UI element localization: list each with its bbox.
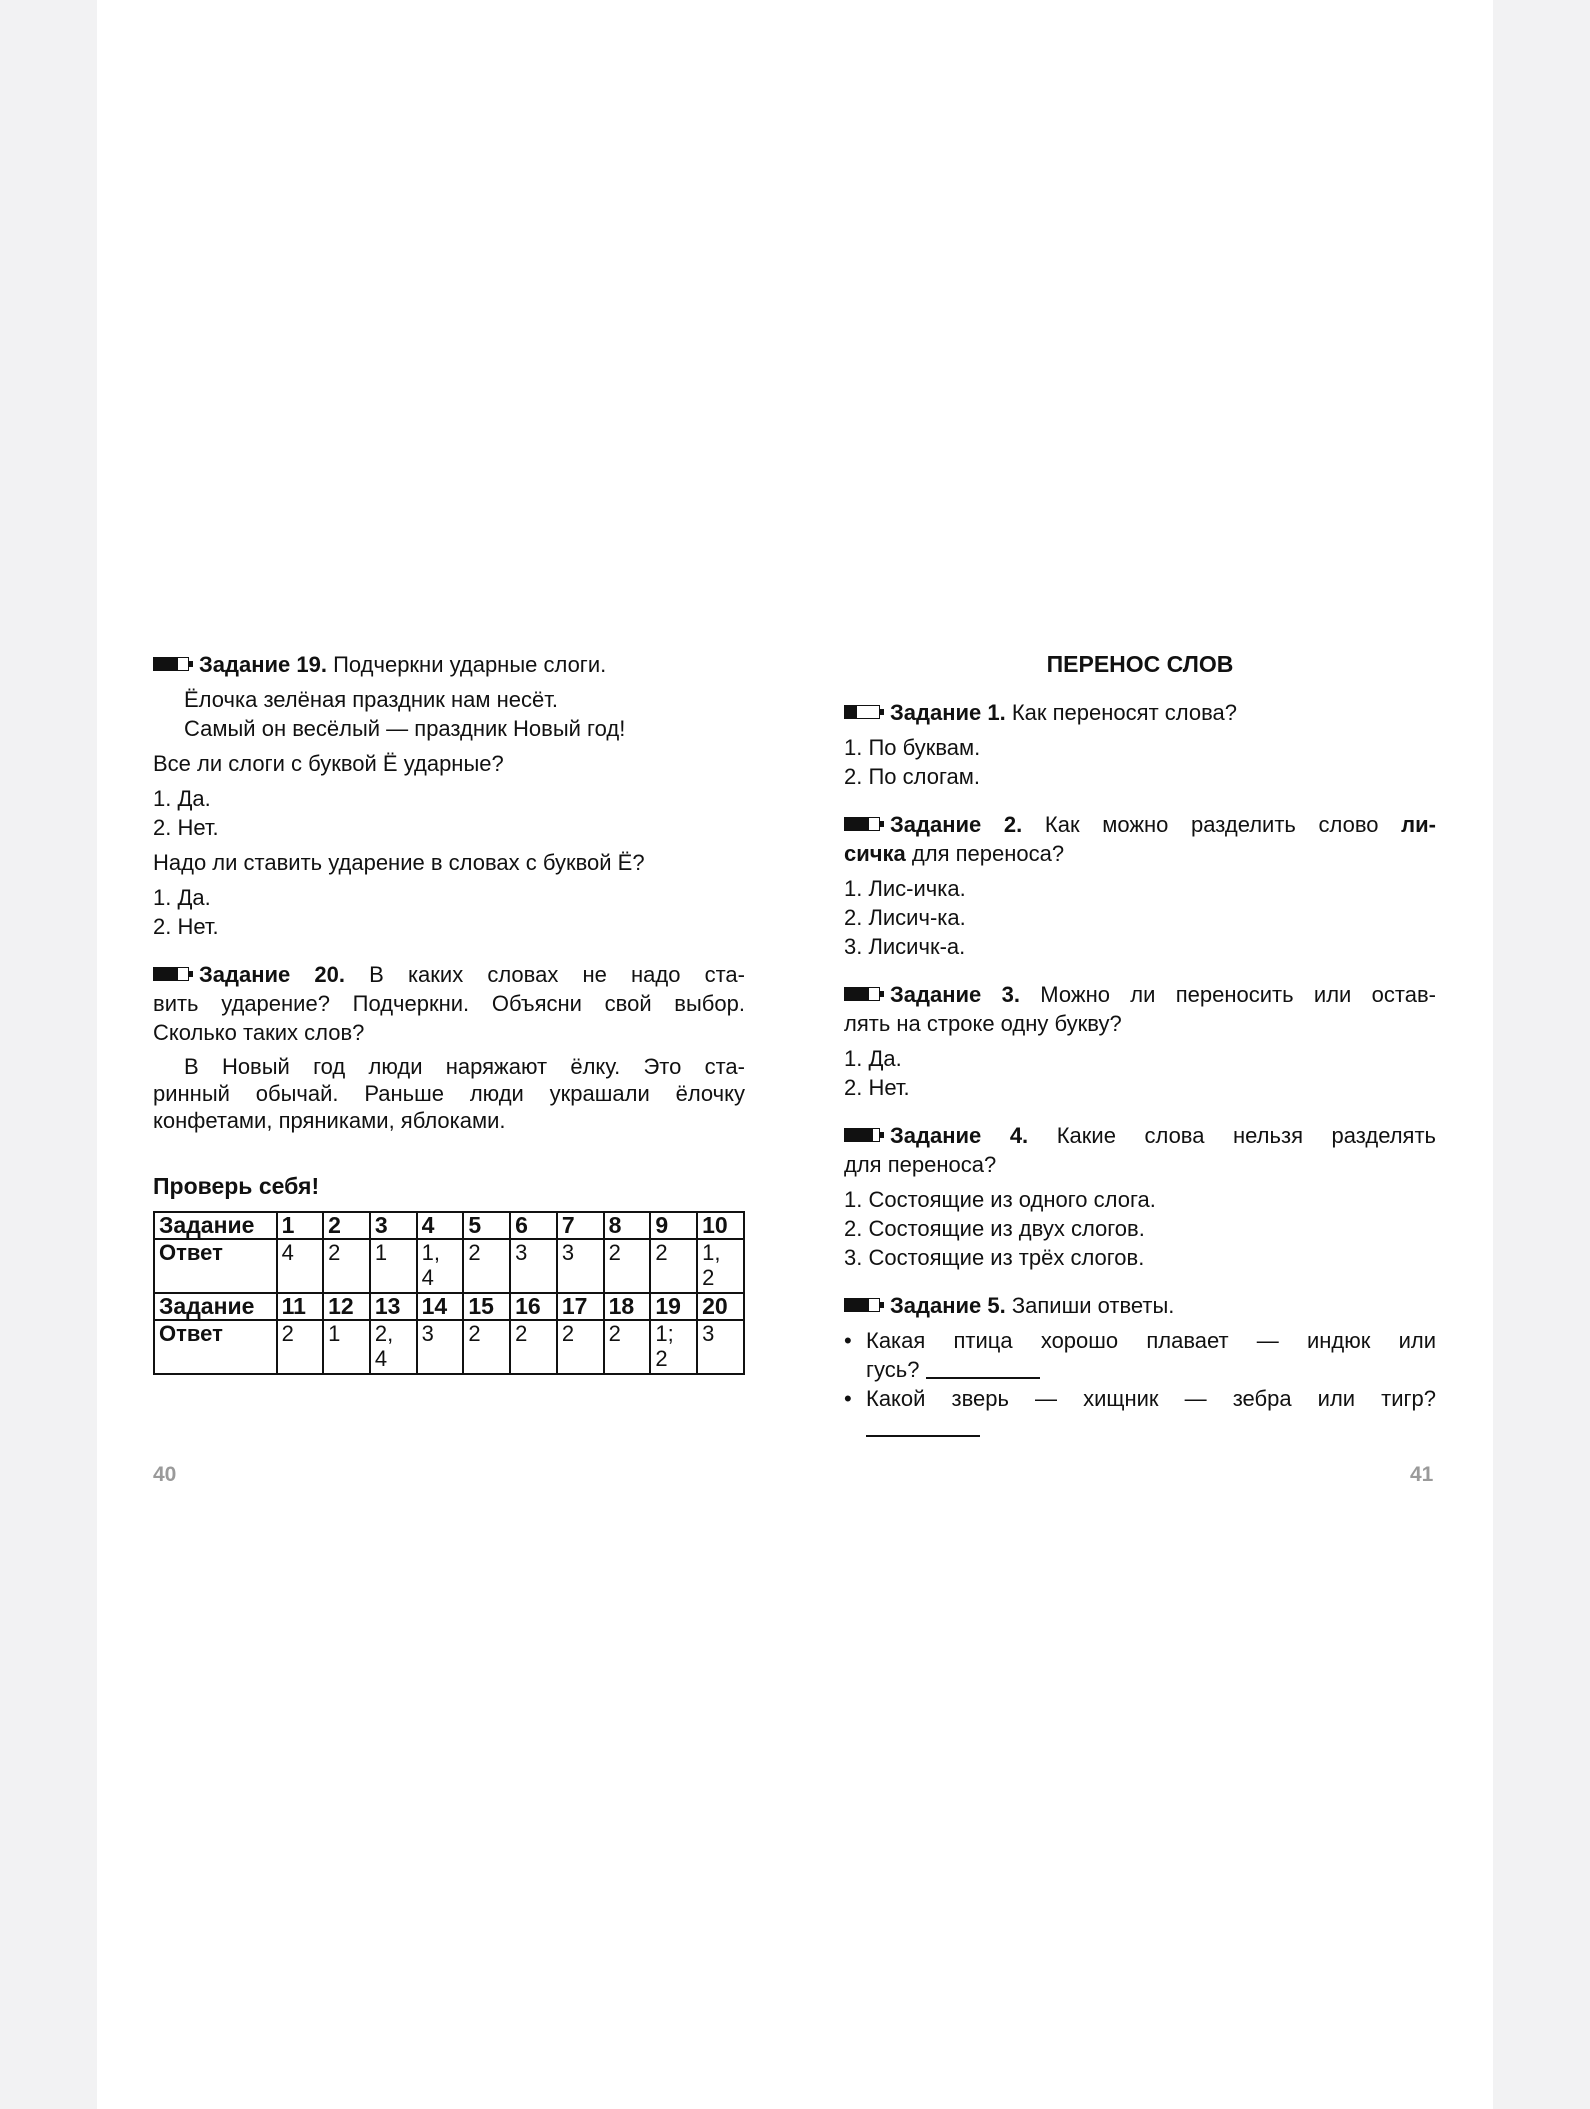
task-number: 19 [650,1293,697,1320]
difficulty-bar-icon [844,987,884,1001]
answer-cell: 3 [557,1239,604,1293]
option: 3. Лисичк-а. [844,934,966,959]
option: 1. Да. [153,786,211,811]
task-number: 5 [463,1212,510,1239]
answer-cell: 2 [650,1239,697,1293]
task-5-heading: Задание 5. Запиши ответы. [844,1291,1436,1320]
option: 2. Нет. [844,1075,910,1100]
table-row-tasks-2 [154,1293,744,1320]
task-20-heading: Задание 20. В каких словах не надо ста- [153,960,745,989]
table-row-answers-1 [154,1239,744,1293]
option: 2. Нет. [153,815,219,840]
task-number: 6 [510,1212,557,1239]
task-number: 7 [557,1212,604,1239]
task-4-heading: Задание 4. Какие слова нельзя разделять [844,1121,1436,1150]
passage: В Новый год люди наряжают ёлку. Это ста- ринный обычай. Раньше люди украшали ёлочку конфетами, пряниками, яблоками. [153,1054,745,1133]
option: 3. Состоящие из трёх слогов. [844,1245,1145,1270]
task-number: 8 [604,1212,651,1239]
answer-cell: 4 [277,1239,324,1293]
right-page [844,650,1436,1442]
option: 1. По буквам. [844,735,981,760]
difficulty-bar-icon [153,657,193,671]
answer-cell: 1, 2 [697,1239,744,1293]
task-19-heading: Задание 19. Подчеркни ударные слоги. [153,650,745,679]
answer-cell: 2 [510,1320,557,1374]
task-text-line: сичка для переноса? [844,841,1065,866]
answer-cell: 2 [463,1320,510,1374]
option: 1. Да. [153,885,211,910]
page-number: 41 [1410,1463,1434,1486]
option: 2. Нет. [153,914,219,939]
task-number: 10 [697,1212,744,1239]
option: 1. Лис-ичка. [844,876,966,901]
answer-options [844,1185,1436,1272]
answer-options [844,874,1436,961]
answer-cell: 2 [557,1320,604,1374]
answer-cell: 2 [604,1239,651,1293]
difficulty-bar-icon [844,1128,884,1142]
row-label: Задание [154,1293,277,1320]
option: 1. Да. [844,1046,902,1071]
task-number: 4 [417,1212,464,1239]
page-number: 40 [153,1463,177,1486]
task-number: 11 [277,1293,324,1320]
bullet-icon: • [844,1386,852,1411]
row-label: Ответ [154,1320,277,1374]
bullet-question: • Какая птица хорошо плавает — индюк или гусь? [844,1328,1436,1382]
answer-cell: 3 [417,1320,464,1374]
answer-options [153,784,745,842]
answer-options [153,883,745,941]
task-text-line: лять на строке одну букву? [844,1011,1122,1036]
task-number: 18 [604,1293,651,1320]
answer-cell: 2 [323,1239,370,1293]
check-yourself-title: Проверь себя! [153,1173,320,1199]
answer-cell: 1; 2 [650,1320,697,1374]
task-number: 16 [510,1293,557,1320]
answer-cell: 3 [510,1239,557,1293]
difficulty-bar-icon [844,817,884,831]
answer-cell: 1, 4 [417,1239,464,1293]
task-text-line: для переноса? [844,1152,997,1177]
question: Надо ли ставить ударение в словах с буквой Ё? [153,850,645,875]
answer-cell: 2 [277,1320,324,1374]
answer-cell: 1 [323,1320,370,1374]
answer-table [153,1211,745,1375]
option: 2. Лисич-ка. [844,905,966,930]
task-number: 2 [323,1212,370,1239]
task-number: 9 [650,1212,697,1239]
task-number: 1 [277,1212,324,1239]
row-label: Задание [154,1212,277,1239]
poem: Ёлочка зелёная праздник нам несёт. Самый он весёлый — праздник Новый год! [184,687,626,741]
task-number: 3 [370,1212,417,1239]
option: 2. По слогам. [844,764,980,789]
difficulty-bar-icon [153,967,193,981]
task-3-heading: Задание 3. Можно ли переносить или остав- [844,980,1436,1009]
table-row-tasks-1 [154,1212,744,1239]
task-number: 17 [557,1293,604,1320]
task-2-heading: Задание 2. Как можно разделить слово ли- [844,810,1436,839]
task-number: 12 [323,1293,370,1320]
answer-options [844,733,1436,791]
answer-cell: 3 [697,1320,744,1374]
task-number: 13 [370,1293,417,1320]
answer-blank[interactable] [866,1415,980,1437]
bullet-question: • Какой зверь — хищник — зебра или тигр? [844,1384,1436,1442]
left-page [153,650,745,1375]
task-text-line: Сколько таких слов? [153,1020,365,1045]
task-number: 15 [463,1293,510,1320]
bullet-icon: • [844,1328,852,1353]
answer-cell: 2 [463,1239,510,1293]
option: 2. Состоящие из двух слогов. [844,1216,1145,1241]
task-number: 20 [697,1293,744,1320]
answer-cell: 1 [370,1239,417,1293]
task-text-line: вить ударение? Подчеркни. Объясни свой выбор. [153,991,745,1016]
row-label: Ответ [154,1239,277,1293]
answer-options [844,1044,1436,1102]
difficulty-bar-icon [844,1298,884,1312]
section-title: ПЕРЕНОС СЛОВ [1046,651,1234,677]
task-1-heading: Задание 1. Как переносят слова? [844,698,1436,727]
answer-cell: 2 [604,1320,651,1374]
question: Все ли слоги с буквой Ё ударные? [153,751,504,776]
answer-cell: 2, 4 [370,1320,417,1374]
answer-blank[interactable] [926,1357,1040,1379]
task-number: 14 [417,1293,464,1320]
table-row-answers-2 [154,1320,744,1374]
difficulty-bar-icon [844,705,884,719]
option: 1. Состоящие из одного слога. [844,1187,1156,1212]
